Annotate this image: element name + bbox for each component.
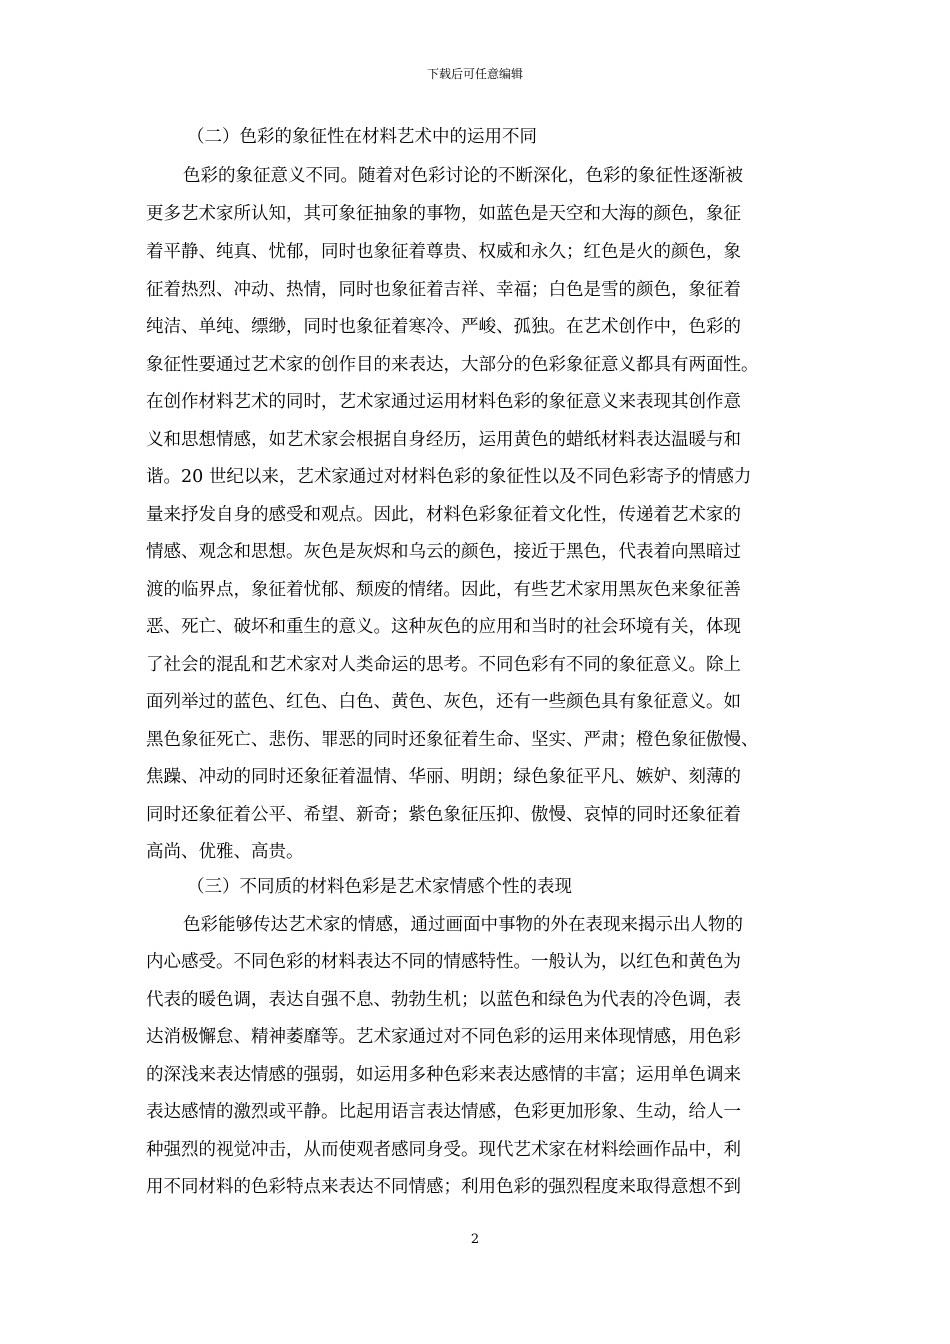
paragraph-line: 代表的暖色调，表达自强不息、勃勃生机；以蓝色和绿色为代表的冷色调，表 <box>146 990 741 1010</box>
section-heading: （三）不同质的材料色彩是艺术家情感个性的表现 <box>187 877 572 897</box>
paragraph-line: 黑色象征死亡、悲伤、罪恶的同时还象征着生命、坚实、严肃；橙色象征傲慢、 <box>146 730 759 750</box>
page-number: 2 <box>470 1232 480 1247</box>
paragraph-line: 谐。20 世纪以来，艺术家通过对材料色彩的象征性以及不同色彩寄予的情感力 <box>146 467 752 487</box>
paragraph-line: 征着热烈、冲动、热情，同时也象征着吉祥、幸福；白色是雪的颜色，象征着 <box>146 280 741 300</box>
paragraph-line: 渡的临界点，象征着忧郁、颓废的情绪。因此，有些艺术家用黑灰色来象征善 <box>146 580 741 600</box>
paragraph-line: 面列举过的蓝色、红色、白色、黄色、灰色，还有一些颜色具有象征意义。如 <box>146 692 741 712</box>
paragraph-line: 纯洁、单纯、缥缈，同时也象征着寒冷、严峻、孤独。在艺术创作中，色彩的 <box>146 317 741 337</box>
paragraph-line: 内心感受。不同色彩的材料表达不同的情感特性。一般认为，以红色和黄色为 <box>146 952 741 972</box>
paragraph-line: 了社会的混乱和艺术家对人类命运的思考。不同色彩有不同的象征意义。除上 <box>146 655 741 675</box>
paragraph-line: 用不同材料的色彩特点来表达不同情感；利用色彩的强烈程度来取得意想不到 <box>146 1177 741 1197</box>
paragraph-line: 色彩的象征意义不同。随着对色彩讨论的不断深化，色彩的象征性逐渐被 <box>183 166 743 186</box>
paragraph-line: 高尚、优雅、高贵。 <box>146 842 304 862</box>
paragraph-line: 焦躁、冲动的同时还象征着温情、华丽、明朗；绿色象征平凡、嫉妒、刻薄的 <box>146 767 741 787</box>
page-header: 下载后可任意编辑 <box>426 67 523 81</box>
paragraph-line: 的深浅来表达情感的强弱，如运用多种色彩来表达感情的丰富；运用单色调来 <box>146 1065 741 1085</box>
paragraph-line: 同时还象征着公平、希望、新奇；紫色象征压抑、傲慢、哀悼的同时还象征着 <box>146 805 741 825</box>
paragraph-line: 恶、死亡、破坏和重生的意义。这种灰色的应用和当时的社会环境有关，体现 <box>146 617 741 637</box>
paragraph-line: 着平静、纯真、忧郁，同时也象征着尊贵、权威和永久；红色是火的颜色，象 <box>146 242 741 262</box>
paragraph-line: 达消极懈怠、精神萎靡等。艺术家通过对不同色彩的运用来体现情感，用色彩 <box>146 1027 741 1047</box>
paragraph-line: 更多艺术家所认知，其可象征抽象的事物，如蓝色是天空和大海的颜色，象征 <box>146 204 741 224</box>
paragraph-line: 象征性要通过艺术家的创作目的来表达，大部分的色彩象征意义都具有两面性。 <box>146 355 759 375</box>
section-heading: （二）色彩的象征性在材料艺术中的运用不同 <box>187 127 537 147</box>
paragraph-line: 在创作材料艺术的同时，艺术家通过运用材料色彩的象征意义来表现其创作意 <box>146 392 741 412</box>
paragraph-line: 种强烈的视觉冲击，从而使观者感同身受。现代艺术家在材料绘画作品中，利 <box>146 1140 741 1160</box>
paragraph-line: 色彩能够传达艺术家的情感，通过画面中事物的外在表现来揭示出人物的 <box>183 915 743 935</box>
paragraph-line: 情感、观念和思想。灰色是灰烬和乌云的颜色，接近于黑色，代表着向黑暗过 <box>146 542 741 562</box>
paragraph-line: 量来抒发自身的感受和观点。因此，材料色彩象征着文化性，传递着艺术家的 <box>146 505 741 525</box>
paragraph-line: 表达感情的激烈或平静。比起用语言表达情感，色彩更加形象、生动，给人一 <box>146 1102 741 1122</box>
paragraph-line: 义和思想情感，如艺术家会根据自身经历，运用黄色的蜡纸材料表达温暖与和 <box>146 430 741 450</box>
